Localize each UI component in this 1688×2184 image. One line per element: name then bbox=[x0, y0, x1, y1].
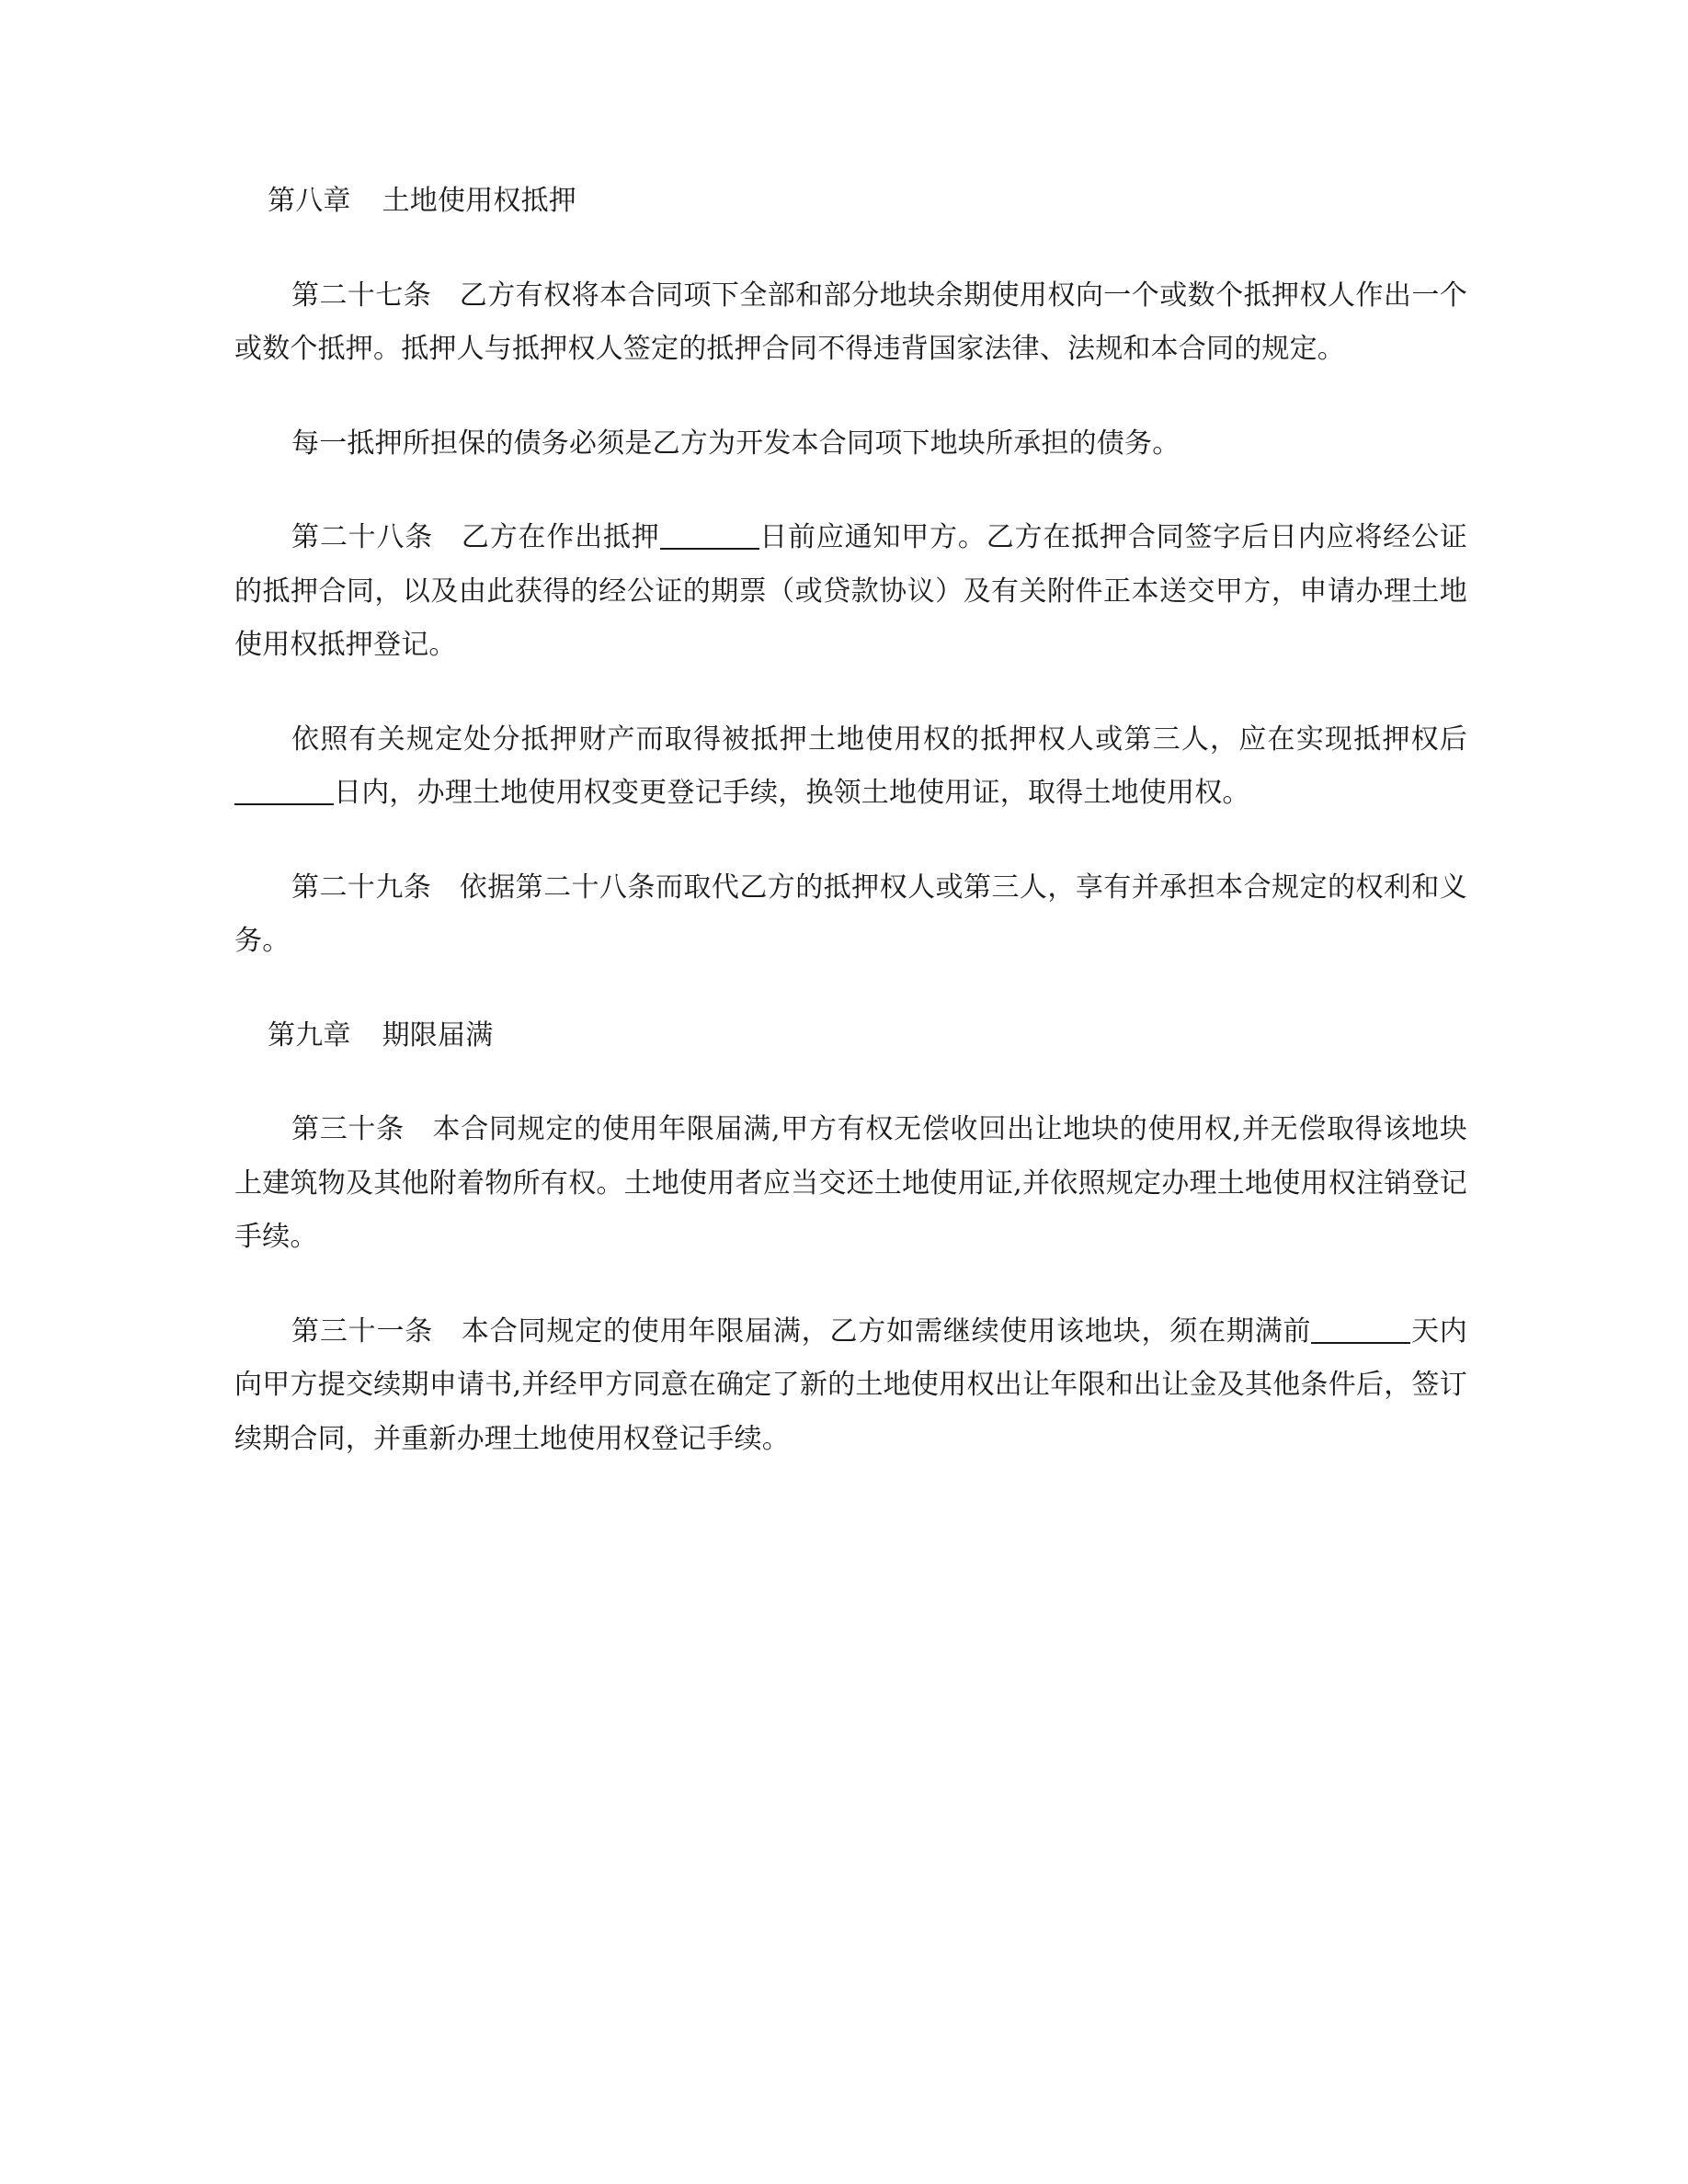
section-heading-number: 第九章 bbox=[268, 1018, 351, 1052]
section-heading-title: 土地使用权抵押 bbox=[382, 185, 577, 217]
paragraph-article-27: 第二十七条 乙方有权将本合同项下全部和部分地块余期使用权向一个或数个抵押权人作出一个或数个抵押。抵押人与抵押权人签定的抵押合同不得违背国家法律、法规和本合同的规定。 bbox=[234, 279, 1467, 365]
paragraph-article-28 bbox=[234, 511, 1467, 673]
section-heading-number: 第八章 bbox=[268, 185, 351, 217]
paragraph-article-28-note-after: 日内，办理土地使用权变更登记手续，换领土地使用证，取得土地使用权。 bbox=[334, 777, 1250, 809]
paragraph-article-29: 第二十九条 依据第二十八条而取代乙方的抵押权人或第三人，享有并承担本合规定的权利和义务。 bbox=[234, 870, 1467, 957]
paragraph-article-30: 第三十条 本合同规定的使用年限届满,甲方有权无偿收回出让地块的使用权,并无偿取得该地块上建筑物及其他附着物所有权。土地使用者应当交还土地使用证,并依照规定办理土地使用权注销登记手续。 bbox=[234, 1113, 1467, 1253]
paragraph-article-28-before: 第二十八条 乙方在作出抵押 bbox=[291, 521, 660, 553]
fill-in-blank[interactable] bbox=[1311, 1314, 1410, 1344]
fill-in-blank[interactable] bbox=[234, 776, 334, 805]
paragraph-article-31 bbox=[234, 1305, 1467, 1467]
section-heading-title: 期限届满 bbox=[382, 1018, 494, 1052]
fill-in-blank[interactable] bbox=[660, 520, 759, 550]
paragraph-article-27-note: 每一抵押所担保的债务必须是乙方为开发本合同项下地块所承担的债务。 bbox=[291, 427, 1180, 460]
paragraph-article-31-after: 天内向甲方提交续期申请书,并经甲方同意在确定了新的土地使用权出让年限和出让金及其他条件后，签订续期合同，并重新办理土地使用权登记手续。 bbox=[234, 1314, 1467, 1455]
document-body bbox=[234, 175, 1467, 1466]
paragraph-article-28-note bbox=[234, 713, 1467, 821]
section-heading-chapter-8 bbox=[234, 175, 1467, 229]
paragraph-article-31-before: 第三十一条 本合同规定的使用年限届满，乙方如需继续使用该地块，须在期满前 bbox=[291, 1314, 1312, 1348]
paragraph-article-28-note-before: 依照有关规定处分抵押财产而取得被抵押土地使用权的抵押权人或第三人，应在实现抵押权后 bbox=[291, 722, 1467, 756]
paragraph-article-28-after: 日前应通知甲方。乙方在抵押合同签字后日内应将经公证的抵押合同，以及由此获得的经公证的期票（或贷款协议）及有关附件正本送交甲方，申请办理土地使用权抵押登记。 bbox=[234, 521, 1467, 661]
section-heading-chapter-9 bbox=[234, 1009, 1467, 1064]
